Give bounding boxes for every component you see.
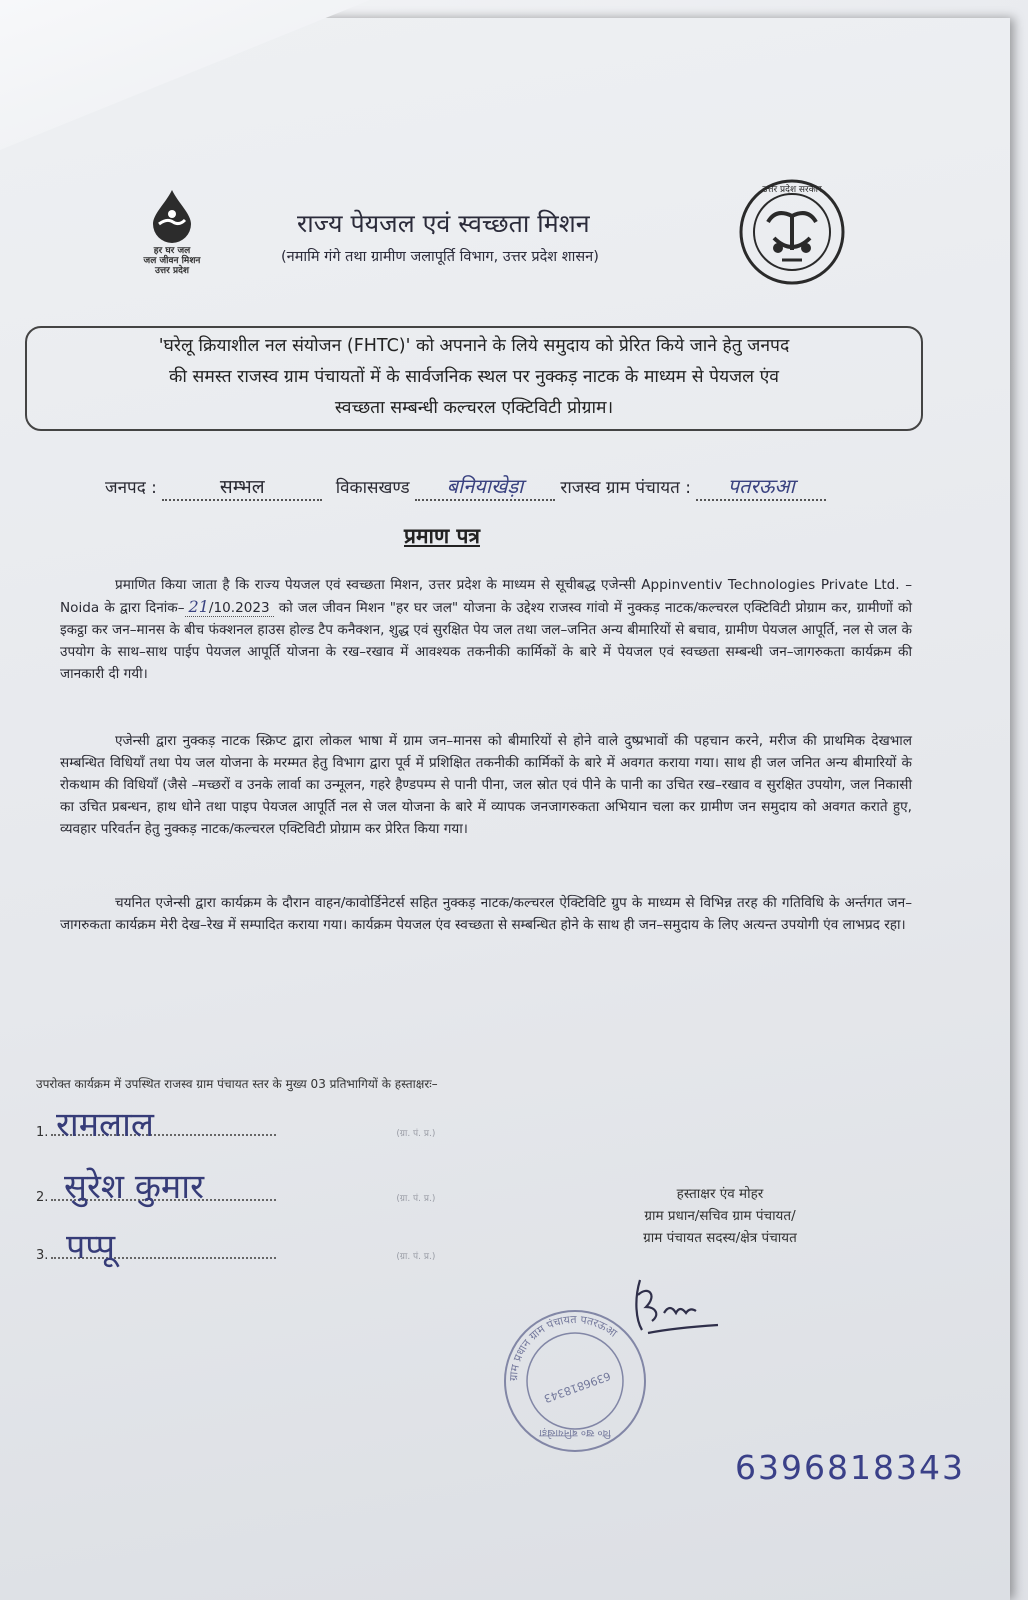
programme-line-2: की समस्त राजस्व ग्राम पंचायतों में के सार्वजनिक स्थल पर नुक्कड़ नाटक के माध्यम से पेयजल एंव [168,367,779,387]
paragraph-2: एजेन्सी द्वारा नुक्कड़ नाटक स्क्रिप्ट द्वारा लोकल भाषा में ग्राम जन–मानस को बीमारियों से होने वाले दुष्प्रभावों की पहचान करने, मरीज की प्राथमिक देखभाल सम्बन्धित विधियाँ तथा पेय जल योजना के मरम्मत हेतु विभाग द्वारा पूर्व में प्रशिक्षित तकनीकी कार्मिकों के बारे में अवगत कराया गया। साथ ही जल जनित अन्य बीमारियों के रोकथाम की विधियाँ (जैसे –मच्छरों व उनके लार्वा का उन्मूलन, गहरे हैण्डपम्प से पानी पीना, जल स्रोत एवं पीने के पानी का उचित रख–रखाव व सुरक्षित उपयोग, जल निकासी का उचित प्रबन्धन, हाथ धोने तथा पाइप पेयजल आपूर्ति नल से जल योजना के बारे में व्यापक जनजागरुकता अभियान चला कर ग्रामीण जन समुदाय को अवगत कराते हुए, व्यवहार परिवर्तन हेतु नुक्कड़ नाटक/कल्चरल एक्टिविटी प्रोग्राम कर प्रेरित किया गया। [60,733,912,837]
janpad-value: सम्भल [219,476,265,498]
authority-block [590,1183,850,1249]
janpad-label: जनपद : [105,478,157,498]
mission-subtitle: (नमामि गंगे तथा ग्रामीण जलापूर्ति विभाग, उत्तर प्रदेश शासन) [281,249,599,265]
authority-line-2: ग्राम प्रधान/सचिव ग्राम पंचायत/ [644,1208,796,1224]
paragraph-1 [60,574,912,685]
signatory-faint-label: (ग्रा. पं. प्र.) [396,1129,436,1139]
panchayat-label: राजस्व ग्राम पंचायत : [560,478,691,498]
mission-title: राज्य पेयजल एवं स्वच्छता मिशन [297,209,590,238]
signatory-faint-label: (ग्रा. पं. प्र.) [396,1252,436,1262]
paragraph-1-end: को जल जीवन मिशन "हर घर जल" योजना के उद्देश्य राजस्व गांवो में नुक्कड़ नाटक/कल्चरल एक्टिविटी प्रोग्राम कर, ग्रामीणों को इकट्ठा कर जन–मानस के बीच फंक्शनल हाउस होल्ड टैप कनैक्शन, शुद्ध एवं सुरक्षित पेय जल तथा जल–जनित अन्य बीमारियों से बचाव, ग्रामीण पेयजल आपूर्ति, नल से जल के उपयोग के साथ–साथ पाईप पेयजल आपूर्ति योजना के रख–रखाव में आवश्यक तकनीकी कार्मिकों के बारे में पेयजल एवं स्वच्छता सम्बन्धी जन–जागरुकता कार्यक्रम की जानकारी दी गयी। [60,600,912,682]
panchayat-round-stamp [500,1306,650,1456]
logo-caption: हर घर जल जल जीवन मिशन उत्तर प्रदेश [143,246,201,276]
handwritten-phone-number: 6396818343 [735,1448,965,1487]
signatories-heading: उपरोक्त कार्यक्रम में उपस्थित राजस्व ग्राम पंचायत स्तर के मुख्य 03 प्रतिभागियों के हस्ताक्षरः– [36,1077,438,1091]
programme-line-1: 'घरेलू क्रियाशील नल संयोजन (FHTC)' को अपनाने के लिये समुदाय को प्रेरित किये जाने हेतु जनपद [158,336,790,356]
water-drop-icon [147,188,197,244]
paragraph-1-start: प्रमाणित किया जाता है कि राज्य पेयजल एवं स्वच्छता मिशन, उत्तर प्रदेश के माध्यम से सूचीबद्ध एजेन्सी Appinventiv Technologies Private Ltd. – Noida के द्वारा दिनांक– [60,577,912,616]
signatory-number: 1. [36,1125,49,1140]
signature-2-handwritten: सुरेश कुमार [64,1167,204,1207]
stamp-bottom-text: वि० ख० बनियाखेड़ा [539,1427,611,1438]
date-day-handwritten: 21 [188,597,209,616]
date-month-year: /10.2023 [208,600,270,616]
vikaskhand-label: विकासखण्ड [335,478,410,498]
authority-line-1: हस्ताक्षर एंव मोहर [676,1186,764,1202]
certificate-title: प्रमाण पत्र [404,524,480,548]
janpad-field [162,473,322,501]
paragraph-3: चयनित एजेन्सी द्वारा कार्यक्रम के दौरान वाहन/कावोर्डिनेटर्स सहित नुक्कड़ नाटक/कल्चरल ऐक्टिविटि ग्रुप के माध्यम से विभिन्न तरह की गतिविधि के अर्न्तगत जन–जागरुकता कार्यक्रम मेरी देख–रेख में सम्पादित कराया गया। कार्यक्रम पेयजल एंव स्वच्छता से सम्बन्धित होने के साथ ही जन–समुदाय के लिए अत्यन्त उपयोगी एंव लाभप्रद रहा। [60,895,912,933]
programme-description-box [25,326,923,431]
authority-line-3: ग्राम पंचायत सदस्य/क्षेत्र पंचायत [643,1230,797,1246]
signatory-number: 2. [36,1190,49,1205]
panchayat-field [696,472,826,501]
up-government-emblem [738,178,846,286]
signatory-faint-label: (ग्रा. पं. प्र.) [396,1194,436,1204]
programme-date [185,597,274,617]
location-fields [105,472,955,501]
vikaskhand-field [415,472,555,501]
programme-line-3: स्वच्छता सम्बन्धी कल्चरल एक्टिविटी प्रोग्राम। [334,398,614,418]
emblem-icon [738,178,846,286]
signature-3-handwritten: पप्पू [66,1227,116,1267]
stamp-inner-text: 6396818343 [542,1369,613,1406]
panchayat-value: पतरऊआ [727,474,795,498]
stamp-outer-text: ग्राम प्रधान ग्राम पंचायत पतरऊआ [506,1312,620,1382]
vikaskhand-value: बनियाखेड़ा [446,474,524,498]
har-ghar-jal-logo [132,188,212,288]
signatory-number: 3. [36,1248,49,1263]
emblem-text: उत्तर प्रदेश सरकार [762,185,822,195]
signature-1-handwritten: रामलाल [56,1105,154,1145]
